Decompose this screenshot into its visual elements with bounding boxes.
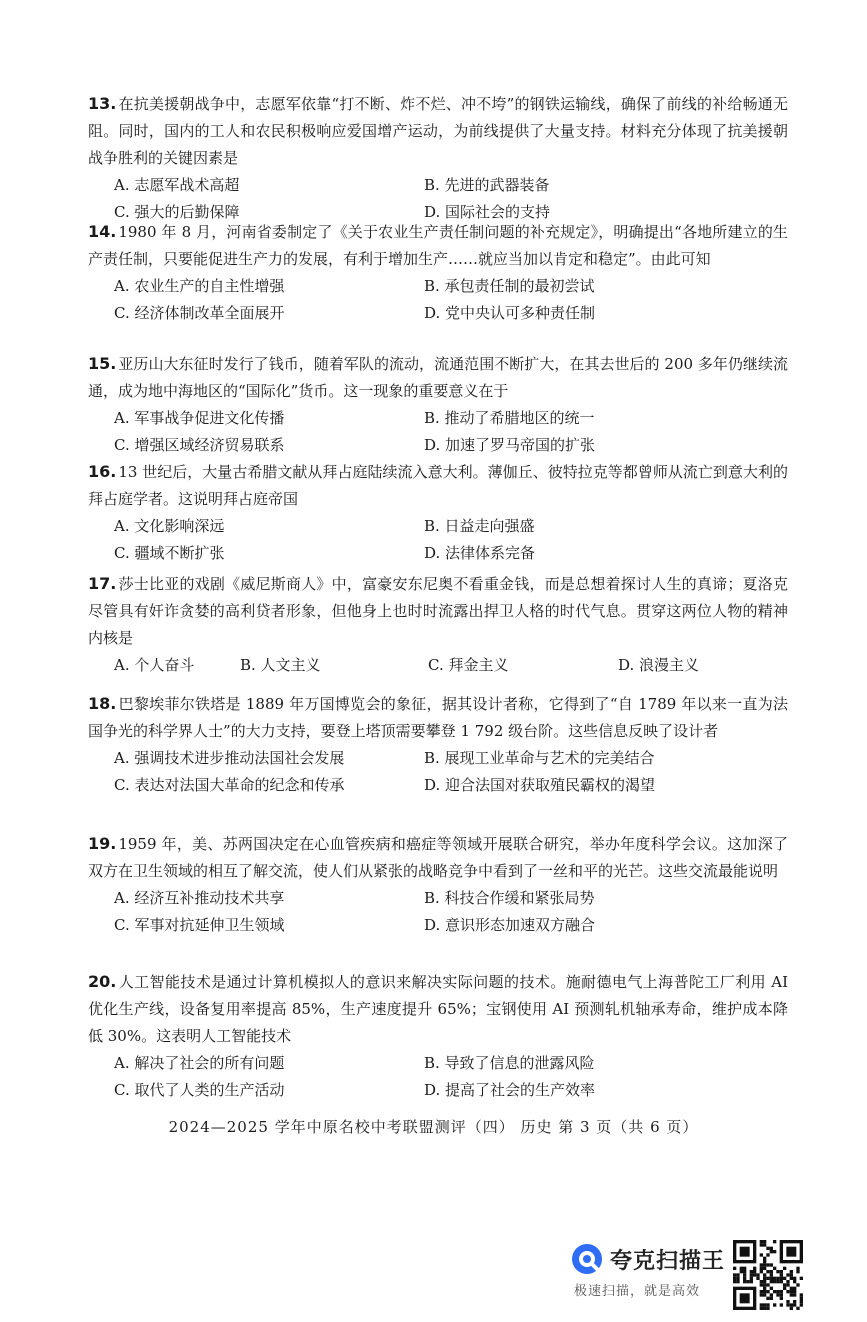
option-b: B. 推动了希腊地区的统一 bbox=[424, 409, 595, 427]
option-d: D. 迎合法国对获取殖民霸权的渴望 bbox=[424, 776, 656, 794]
brand-name: 夸克扫描王 bbox=[610, 1249, 726, 1274]
option-c: C. 强大的后勤保障 bbox=[114, 203, 240, 221]
option-d: D. 加速了罗马帝国的扩张 bbox=[424, 436, 596, 454]
option-b: B. 承包责任制的最初尝试 bbox=[424, 277, 595, 295]
question-19 bbox=[88, 830, 788, 938]
option-d: D. 法律体系完备 bbox=[424, 544, 536, 562]
question-stem: 13 世纪后，大量古希腊文献从拜占庭陆续流入意大利。薄伽丘、彼特拉克等都曾师从流亡到意大利的拜占庭学者。这说明拜占庭帝国 bbox=[88, 463, 788, 508]
question-20 bbox=[88, 968, 788, 1103]
question-number: 15. bbox=[88, 354, 117, 373]
options bbox=[88, 273, 788, 326]
scanner-watermark bbox=[566, 1240, 726, 1302]
option-a: A. 农业生产的自主性增强 bbox=[114, 277, 285, 295]
question-15 bbox=[88, 350, 788, 458]
question-stem: 在抗美援朝战争中，志愿军依靠“打不断、炸不烂、冲不垮”的钢铁运输线，确保了前线的补给畅通无阻。同时，国内的工人和农民积极响应爱国增产运动，为前线提供了大量支持。材料充分体现了抗美援朝战争胜利的关键因素是 bbox=[88, 95, 788, 167]
page-footer: 2024—2025 学年中原名校中考联盟测评（四） 历史 第 3 页（共 6 页） bbox=[168, 1118, 699, 1136]
option-b: B. 日益走向强盛 bbox=[424, 517, 535, 535]
option-b: B. 导致了信息的泄露风险 bbox=[424, 1054, 595, 1072]
option-c: C. 拜金主义 bbox=[428, 656, 509, 674]
option-c: C. 表达对法国大革命的纪念和传承 bbox=[114, 776, 345, 794]
option-c: C. 取代了人类的生产活动 bbox=[114, 1081, 285, 1099]
options bbox=[88, 652, 788, 679]
options bbox=[88, 885, 788, 938]
option-d: D. 国际社会的支持 bbox=[424, 203, 551, 221]
option-c: C. 增强区域经济贸易联系 bbox=[114, 436, 285, 454]
question-number: 14. bbox=[88, 222, 117, 241]
options bbox=[88, 513, 788, 566]
option-a: A. 强调技术进步推动法国社会发展 bbox=[114, 749, 345, 767]
option-c: C. 经济体制改革全面展开 bbox=[114, 304, 285, 322]
question-18 bbox=[88, 690, 788, 798]
question-stem: 1980 年 8 月，河南省委制定了《关于农业生产责任制问题的补充规定》，明确提出“各地所建立的生产责任制，只要能促进生产力的发展，有利于增加生产……就应当加以肯定和稳定”。由此可知 bbox=[88, 223, 788, 268]
option-a: A. 个人奋斗 bbox=[114, 656, 195, 674]
option-b: B. 展现工业革命与艺术的完美结合 bbox=[424, 749, 655, 767]
question-17 bbox=[88, 570, 788, 679]
question-14 bbox=[88, 218, 788, 326]
question-stem: 亚历山大东征时发行了钱币，随着军队的流动，流通范围不断扩大，在其去世后的 200 多年仍继续流通，成为地中海地区的“国际化”货币。这一现象的重要意义在于 bbox=[88, 355, 788, 400]
option-b: B. 人文主义 bbox=[240, 656, 321, 674]
question-13 bbox=[88, 90, 788, 225]
quark-logo-icon bbox=[570, 1242, 604, 1276]
options bbox=[88, 405, 788, 458]
question-stem: 人工智能技术是通过计算机模拟人的意识来解决实际问题的技术。施耐德电气上海普陀工厂利用 AI 优化生产线，设备复用率提高 85%，生产速度提升 65%；宝钢使用 AI 预测轧机轴承寿命，维护成本降低 30%。这表明人工智能技术 bbox=[88, 973, 788, 1045]
brand-tagline: 极速扫描，就是高效 bbox=[574, 1284, 701, 1299]
question-stem: 1959 年，美、苏两国决定在心血管疾病和癌症等领域开展联合研究，举办年度科学会议。这加深了双方在卫生领域的相互了解交流，使人们从紧张的战略竞争中看到了一丝和平的光芒。这些交流最能说明 bbox=[88, 835, 788, 880]
qr-code-icon bbox=[733, 1240, 803, 1310]
question-number: 16. bbox=[88, 462, 117, 481]
option-a: A. 解决了社会的所有问题 bbox=[114, 1054, 285, 1072]
question-stem: 巴黎埃菲尔铁塔是 1889 年万国博览会的象征，据其设计者称，它得到了“自 1789 年以来一直为法国争光的科学界人士”的大力支持，要登上塔顶需要攀登 1 792 级台阶。这些信息反映了设计者 bbox=[88, 695, 788, 740]
option-b: B. 科技合作缓和紧张局势 bbox=[424, 889, 595, 907]
option-d: D. 党中央认可多种责任制 bbox=[424, 304, 596, 322]
option-a: A. 志愿军战术高超 bbox=[114, 176, 240, 194]
option-d: D. 浪漫主义 bbox=[618, 656, 700, 674]
option-d: D. 提高了社会的生产效率 bbox=[424, 1081, 596, 1099]
question-number: 20. bbox=[88, 972, 117, 991]
option-a: A. 文化影响深远 bbox=[114, 517, 225, 535]
question-stem: 莎士比亚的戏剧《威尼斯商人》中，富豪安东尼奥不看重金钱，而是总想着探讨人生的真谛；夏洛克尽管具有奸诈贪婪的高利贷者形象，但他身上也时时流露出捍卫人格的时代气息。贯穿这两位人物的精神内核是 bbox=[88, 575, 788, 647]
question-number: 18. bbox=[88, 694, 117, 713]
question-number: 17. bbox=[88, 574, 117, 593]
options bbox=[88, 745, 788, 798]
option-a: A. 军事战争促进文化传播 bbox=[114, 409, 285, 427]
question-16 bbox=[88, 458, 788, 566]
question-number: 13. bbox=[88, 94, 117, 113]
options bbox=[88, 1050, 788, 1103]
option-d: D. 意识形态加速双方融合 bbox=[424, 916, 596, 934]
option-a: A. 经济互补推动技术共享 bbox=[114, 889, 285, 907]
option-c: C. 军事对抗延伸卫生领域 bbox=[114, 916, 285, 934]
option-b: B. 先进的武器装备 bbox=[424, 176, 550, 194]
question-number: 19. bbox=[88, 834, 117, 853]
option-c: C. 疆域不断扩张 bbox=[114, 544, 225, 562]
